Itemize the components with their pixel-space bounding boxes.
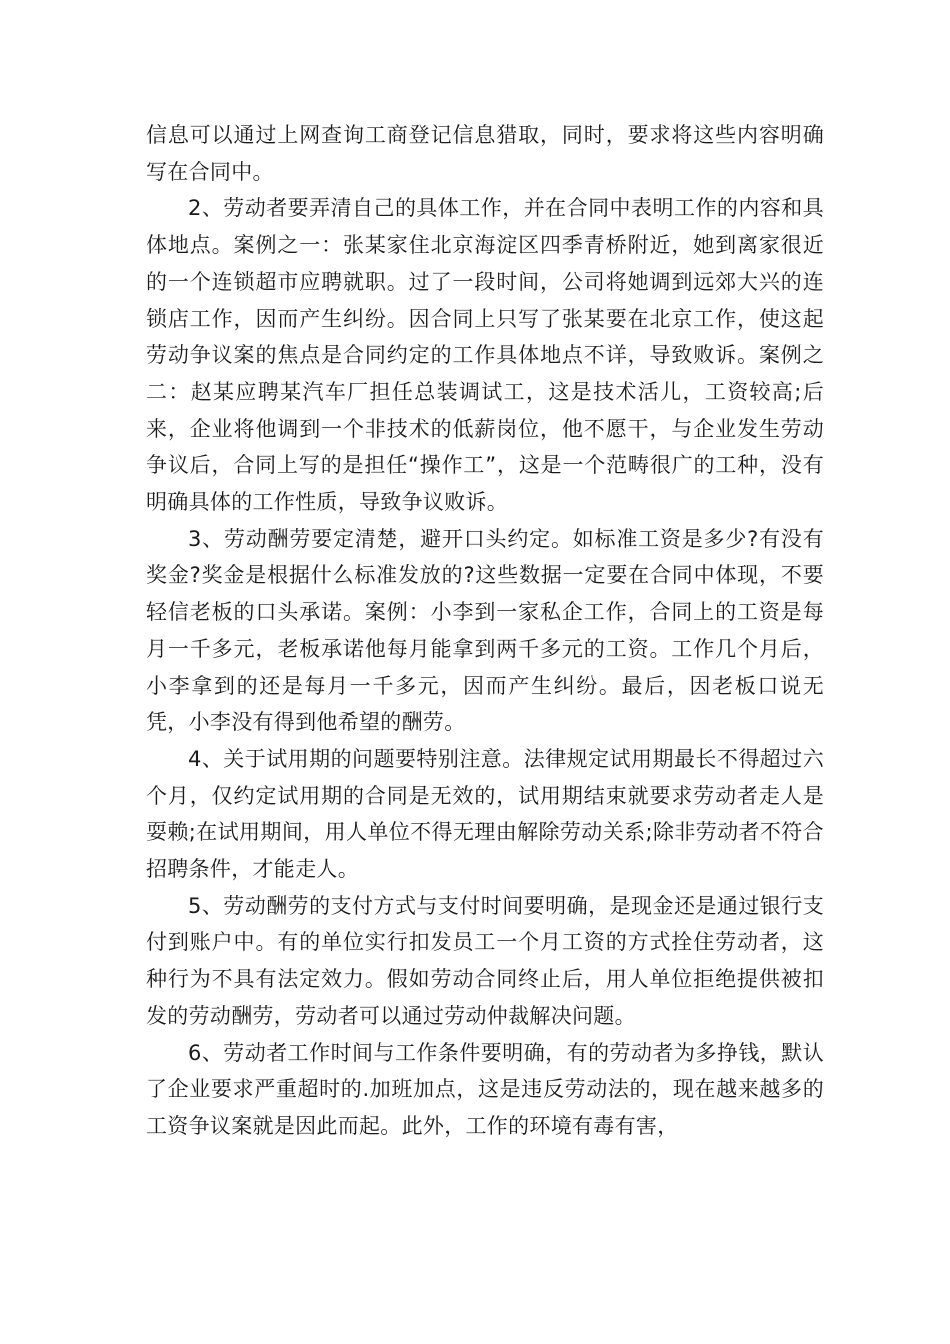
paragraph-item-6: 6、劳动者工作时间与工作条件要明确，有的劳动者为多挣钱，默认了企业要求严重超时的.加班加点，这是违反劳动法的，现在越来越多的工资争议案就是因此而起。此外，工作的环境有毒有害， xyxy=(146,1040,824,1138)
paragraph-item-2: 2、劳动者要弄清自己的具体工作，并在合同中表明工作的内容和具体地点。案例之一：张某家住北京海淀区四季青桥附近，她到离家很近的一个连锁超市应聘就职。过了一段时间，公司将她调到远郊大兴的连锁店工作，因而产生纠纷。因合同上只写了张某要在北京工作，使这起劳动争议案的焦点是合同约定的工作具体地点不详，导致败诉。案例之二：赵某应聘某汽车厂担任总装调试工，这是技术活儿，工资较高;后来，企业将他调到一个非技术的低薪岗位，他不愿干，与企业发生劳动争议后，合同上写的是担任“操作工”，这是一个范畴很广的工种，没有明确具体的工作性质，导致争议败诉。 xyxy=(146,196,824,515)
paragraph-continuation: 信息可以通过上网查询工商登记信息猎取，同时，要求将这些内容明确写在合同中。 xyxy=(146,123,824,184)
paragraph-item-4: 4、关于试用期的问题要特别注意。法律规定试用期最长不得超过六个月，仅约定试用期的合同是无效的，试用期结束就要求劳动者走人是耍赖;在试用期间，用人单位不得无理由解除劳动关系;除非劳动者不符合招聘条件，才能走人。 xyxy=(146,746,824,882)
document-body xyxy=(146,117,824,1145)
paragraph-item-3: 3、劳动酬劳要定清楚，避开口头约定。如标准工资是多少?有没有奖金?奖金是根据什么标准发放的?这些数据一定要在合同中体现，不要轻信老板的口头承诺。案例：小李到一家私企工作，合同上的工资是每月一千多元，老板承诺他每月能拿到两千多元的工资。工作几个月后，小李拿到的还是每月一千多元，因而产生纠纷。最后，因老板口说无凭，小李没有得到他希望的酬劳。 xyxy=(146,526,824,735)
paragraph-item-5: 5、劳动酬劳的支付方式与支付时间要明确，是现金还是通过银行支付到账户中。有的单位实行扣发员工一个月工资的方式拴住劳动者，这种行为不具有法定效力。假如劳动合同终止后，用人单位拒绝提供被扣发的劳动酬劳，劳动者可以通过劳动仲裁解决问题。 xyxy=(146,893,824,1028)
